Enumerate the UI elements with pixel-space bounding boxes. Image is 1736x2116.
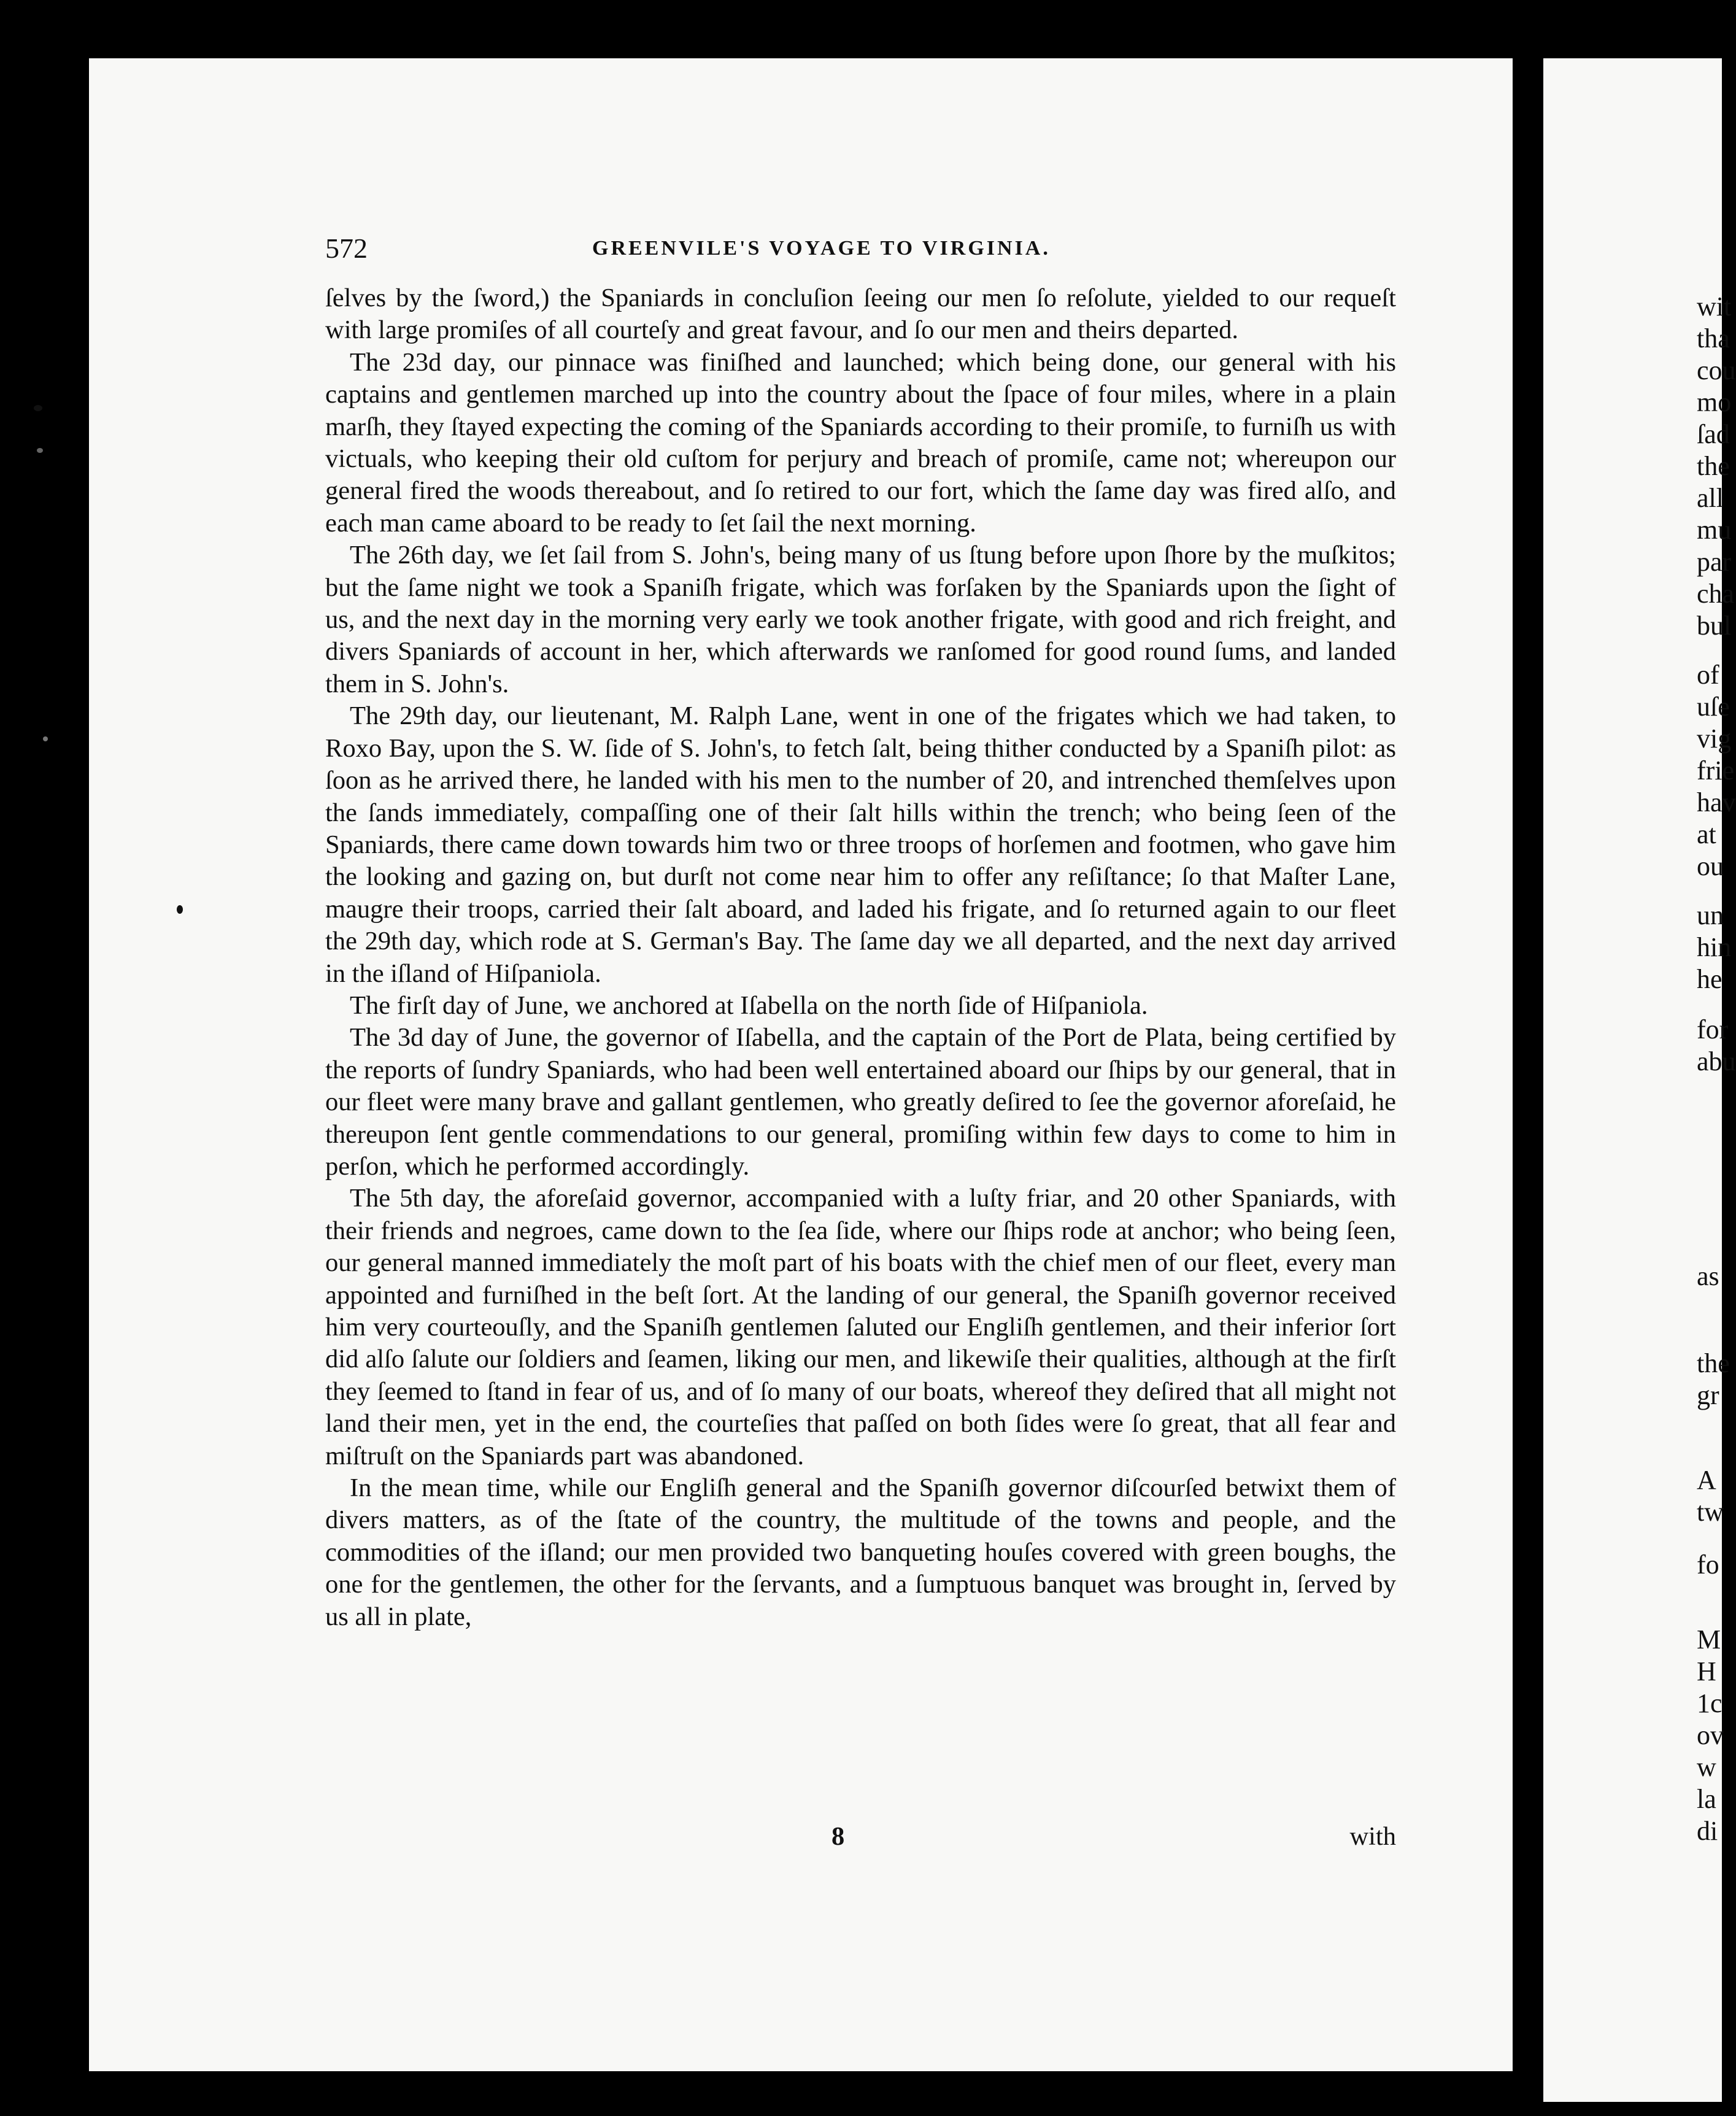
opposite-page-fragment: w [1697, 1752, 1716, 1782]
opposite-page-fragment: gr [1697, 1380, 1719, 1410]
opposite-page-fragment: ou [1697, 851, 1724, 881]
opposite-page-fragment: hin [1697, 932, 1732, 962]
paragraph: The 3d day of June, the governor of Iſabella, and the captain of the Port de Plata, being certified by the reports of ſundry Spaniards, who had been well entertained aboard our ſhips by our general, that in our fleet were many brave and gallant gentlemen, who greatly deſired to ſee the governor aforeſaid, he thereupon ſent gentle commendations to our general, promiſing within few days to come to him in perſon, which he performed accordingly. [325, 1023, 1396, 1181]
opposite-page-fragment: A [1697, 1465, 1716, 1495]
paragraph: The 23d day, our pinnace was finiſhed and launched; which being done, our general with his captains and gentlemen marched up into the country about the ſpace of four miles, where in a plain marſh, they ſtayed expecting the coming of the Spaniards according to their promiſe, to furniſh us with victuals, who keeping their old cuſtom for perjury and breach of promiſe, came not; whereupon our general fired the woods thereabout, and ſo retired to our fort, which the ſame day was fired alſo, and each man came aboard to be ready to ſet ſail the next morning. [325, 347, 1396, 538]
opposite-page-fragment: ov [1697, 1720, 1724, 1750]
opposite-page-fragment: la [1697, 1784, 1716, 1814]
opposite-page-fragment: cou [1697, 355, 1736, 385]
page-footer [325, 1821, 1396, 1858]
opposite-page-fragment: at [1697, 819, 1716, 849]
paragraph: In the mean time, while our Engliſh general and the Spaniſh governor diſcourſed betwixt them of divers matters, as of the ſtate of the country, the multitude of the towns and people, and the commodities of the iſland; our men provided two banqueting houſes covered with green boughs, the one for the gentlemen, the other for the ſervants, and a ſumptuous banquet was brought in, ſerved by us all in plate, [325, 1473, 1396, 1631]
opposite-page-fragment: wit [1697, 292, 1732, 322]
opposite-page-fragment: tw [1697, 1497, 1724, 1527]
opposite-page-fragment: vig [1697, 724, 1732, 754]
opposite-page-fragment: M [1697, 1624, 1721, 1655]
opposite-page-fragment: he [1697, 964, 1722, 994]
opposite-page-fragment: as [1697, 1261, 1719, 1291]
opposite-page-fragment: ſad [1697, 419, 1730, 449]
opposite-page-fragment: the [1697, 451, 1730, 481]
page-header [325, 232, 1396, 269]
paragraph: The 29th day, our lieutenant, M. Ralph Lane, went in one of the frigates which we had taken, to Roxo Bay, upon the S. W. ſide of S. John's, to fetch ſalt, being thither conducted by a Spaniſh pilot: as ſoon as he arrived there, he landed with his men to the number of 20, and intrenched themſelves upon the ſands immediately, compaſſing one of their ſalt hills within the trench; who being ſeen of the Spaniards, there came down towards him two or three troops of horſemen and footmen, who gave him the looking and gazing on, but durſt not come near him to offer any reſiſtance; ſo that Maſter Lane, maugre their troops, carried their ſalt aboard, and laded his frigate, and ſo returned again to our fleet the 29th day, which rode at S. German's Bay. The ſame day we all departed, and the next day arrived in the iſland of Hiſpaniola. [325, 701, 1396, 988]
edge-speck [43, 736, 48, 741]
opposite-page-fragment: mo [1697, 387, 1732, 417]
opposite-page-fragment: 1c [1697, 1688, 1722, 1718]
opposite-page-fragment: di [1697, 1816, 1718, 1846]
opposite-page-fragment: bul [1697, 611, 1732, 641]
edge-speck [34, 405, 42, 411]
signature-mark: 8 [831, 1822, 845, 1851]
edge-speck [177, 905, 183, 914]
paragraph: The 5th day, the aforeſaid governor, accompanied with a luſty friar, and 20 other Spaniards, with their friends and negroes, came down to the ſea ſide, where our ſhips rode at anchor; who being ſeen, our general manned immediately the moſt part of his boats with the chief men of our fleet, every man appointed and furniſhed in the beſt ſort. At the landing of our general, the Spaniſh governor received him very courteouſly, and the Spaniſh gentlemen ſaluted our Engliſh gentlemen, and their inferior ſort did alſo ſalute our ſoldiers and ſeamen, liking our men, and likewiſe their qualities, although at the firſt they ſeemed to ſtand in fear of us, and of ſo many of our boats, whereof they deſired that all might not land their men, yet in the end, the courteſies that paſſed on both ſides were ſo great, that all fear and miſtruſt on the Spaniards part was abandoned. [325, 1184, 1396, 1470]
page-number: 572 [325, 233, 368, 264]
opposite-page-fragment: cha [1697, 579, 1735, 609]
catchword: with [1349, 1822, 1396, 1851]
running-head: GREENVILE'S VOYAGE TO VIRGINIA. [592, 237, 1051, 260]
paragraph: The firſt day of June, we anchored at Iſabella on the north ſide of Hiſpaniola. [350, 990, 1148, 1020]
paragraph: The 26th day, we ſet ſail from S. John's, being many of us ſtung before upon ſhore by the muſkitos; but the ſame night we took a Spaniſh frigate, which was forſaken by the Spaniards upon the ſight of us, and the next day in the morning very early we took another frigate, with good and rich freight, and divers Spaniards of account in her, which afterwards we ranſomed for good round ſums, and landed them in S. John's. [325, 541, 1396, 698]
opposite-page-fragment: uſe [1697, 692, 1730, 722]
opposite-page-fragment: par [1697, 547, 1732, 577]
opposite-page-fragment: the [1697, 1348, 1730, 1378]
edge-speck [37, 448, 43, 453]
opposite-page-fragment: frie [1697, 755, 1735, 786]
opposite-page-fragment: tha [1697, 323, 1730, 353]
paragraph: ſelves by the ſword,) the Spaniards in concluſion ſeeing our men ſo reſolute, yielded to our requeſt with large promiſes of all courteſy and great favour, and ſo our men and theirs departed. [325, 284, 1396, 345]
opposite-page-fragment: of [1697, 660, 1719, 690]
opposite-page-fragment: hav [1697, 787, 1736, 817]
opposite-page-fragment: abu [1697, 1046, 1736, 1076]
opposite-page-fragment: fo [1697, 1550, 1719, 1580]
opposite-page-fragment: for [1697, 1014, 1729, 1044]
opposite-page-edge [1543, 58, 1736, 2102]
opposite-page-fragment: all [1697, 483, 1724, 513]
opposite-page-fragment: un [1697, 900, 1724, 930]
body-text [325, 282, 1396, 1633]
opposite-page-fragment: H [1697, 1656, 1716, 1686]
opposite-page-fragment: mu [1697, 515, 1732, 545]
